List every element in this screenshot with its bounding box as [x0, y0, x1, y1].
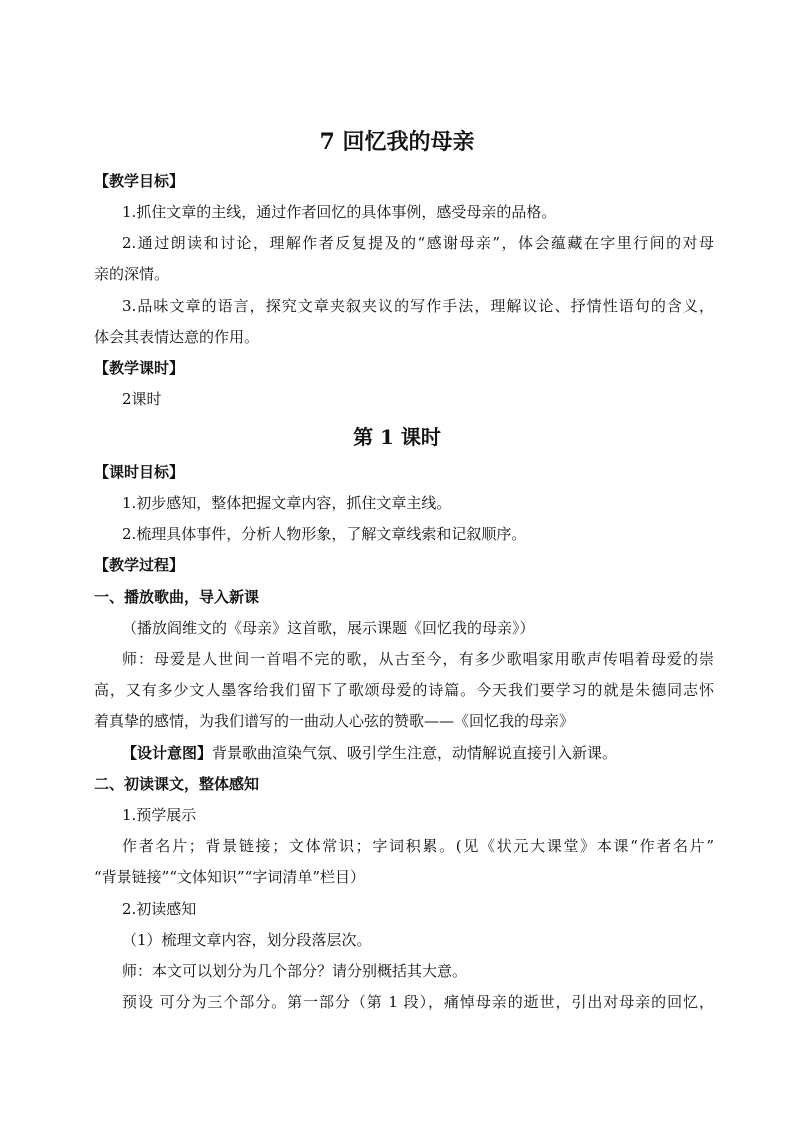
item2-label: 2.初读感知 — [122, 900, 197, 918]
item2-sub: （1）梳理文章内容，划分段落层次。 — [122, 931, 372, 949]
item2-preset: 预设 可分为三个部分。第一部分（第 1 段），痛悼母亲的逝世，引出对母亲的回忆， — [122, 993, 714, 1011]
section1-heading: 一、播放歌曲，导入新课 — [94, 588, 260, 606]
section2-heading: 二、初读课文，整体感知 — [94, 775, 260, 793]
objective-1: 1.抓住文章的主线，通过作者回忆的具体事例，感受母亲的品格。 — [122, 203, 557, 221]
section1-para-2: 高，又有多少文人墨客给我们留下了歌颂母爱的诗篇。今天我们要学习的就是朱德同志怀 — [94, 681, 714, 699]
design-intent — [122, 742, 714, 764]
item2-question: 师：本文可以划分为几个部分？请分别概括其大意。 — [122, 962, 468, 980]
lesson1-title: 第 1 课时 — [353, 425, 441, 449]
objectives-heading: 【教学目标】 — [94, 172, 185, 190]
section1-para-1: 师：母爱是人世间一首唱不完的歌，从古至今，有多少歌唱家用歌声传唱着母爱的崇 — [122, 650, 714, 668]
item1-para-2: “背景链接”“文体知识”“字词清单”栏目） — [94, 868, 366, 886]
hours-heading: 【教学课时】 — [94, 359, 185, 377]
objective-3-cont: 体会其表情达意的作用。 — [94, 328, 260, 346]
item1-label: 1.预学展示 — [122, 806, 197, 824]
objective-2: 2.通过朗读和讨论，理解作者反复提及的“感谢母亲”，体会蕴藏在字里行间的对母 — [122, 234, 714, 252]
hours-value: 2课时 — [122, 390, 162, 408]
design-label: 【设计意图】 — [122, 744, 213, 762]
item1-para-1: 作者名片；背景链接；文体常识；字词积累。(见《状元大课堂》本课“作者名片” — [122, 837, 714, 855]
objective-3: 3.品味文章的语言，探究文章夹叙夹议的写作手法，理解议论、抒情性语句的含义， — [122, 297, 714, 315]
design-text: 背景歌曲渲染气氛、吸引学生注意，动情解说直接引入新课。 — [212, 744, 618, 762]
lesson-goal-1: 1.初步感知，整体把握文章内容，抓住文章主线。 — [122, 494, 452, 512]
lesson-goal-heading: 【课时目标】 — [94, 463, 185, 481]
objective-2-cont: 亲的深情。 — [94, 265, 170, 283]
lesson-goal-2: 2.梳理具体事件，分析人物形象，了解文章线索和记叙顺序。 — [122, 525, 527, 543]
section1-note: （播放阎维文的《母亲》这首歌，展示课题《回忆我的母亲》） — [122, 619, 535, 637]
page-title: 7 回忆我的母亲 — [319, 129, 475, 155]
section1-para-3: 着真挚的感情，为我们谱写的一曲动人心弦的赞歌——《回忆我的母亲》 — [94, 712, 575, 730]
process-heading: 【教学过程】 — [94, 556, 185, 574]
